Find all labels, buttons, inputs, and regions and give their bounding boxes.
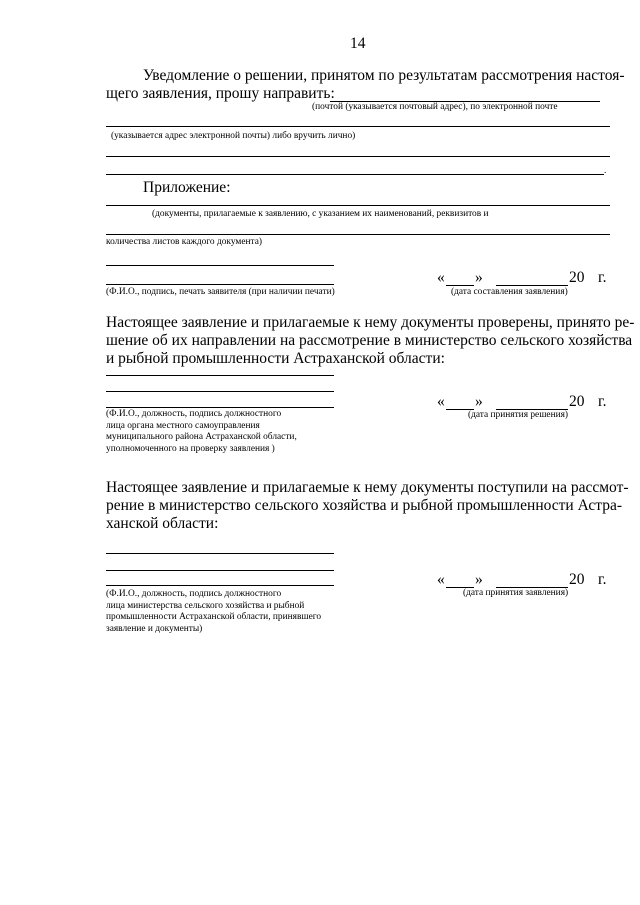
received-para-line-3: ханской области: xyxy=(106,515,219,532)
received-caption-line-1: (Ф.И.О., должность, подпись должностного xyxy=(106,589,282,599)
checked-para-line-2: шение об их направлении на рассмотрение в министерство сельского хозяйства xyxy=(106,332,633,349)
applicant-date-open-quote: « xyxy=(437,269,445,286)
delivery-end-mark: . xyxy=(604,166,607,176)
checked-caption-line-3: муниципального района Астраханской области, xyxy=(106,432,297,443)
attachment-hint-1: (документы, прилагаемые к заявлению, с указанием их наименований, реквизитов и xyxy=(152,209,489,219)
checked-official-line-3[interactable] xyxy=(106,407,334,408)
received-date-open-quote: « xyxy=(437,571,445,588)
notification-line-2: щего заявления, прошу направить: xyxy=(106,85,335,102)
checked-date-open-quote: « xyxy=(437,393,445,410)
checked-year-suffix: г. xyxy=(598,393,607,410)
received-caption-line-4: заявление и документы) xyxy=(106,623,203,634)
page-number: 14 xyxy=(350,35,366,52)
applicant-signature-caption: (Ф.И.О., подпись, печать заявителя (при наличии печати) xyxy=(106,287,335,297)
delivery-hint-1: (почтой (указывается почтовый адрес), по электронной почте xyxy=(312,102,558,112)
applicant-date-caption: (дата составления заявления) xyxy=(451,287,568,297)
checked-signature-caption xyxy=(106,409,297,455)
received-signature-caption xyxy=(106,589,321,635)
delivery-hint-2: (указывается адрес электронной почты) либо вручить лично) xyxy=(111,131,356,141)
checked-year-prefix: 20 xyxy=(569,393,585,410)
received-official-line-1[interactable] xyxy=(106,553,334,554)
applicant-signature-line[interactable] xyxy=(106,265,334,266)
received-para-line-2: рение в министерство сельского хозяйства и рыбной промышленности Астра- xyxy=(106,497,623,514)
received-year-suffix: г. xyxy=(598,571,607,588)
attachment-field-line-1[interactable] xyxy=(106,205,610,206)
attachment-label: Приложение: xyxy=(143,179,231,196)
checked-para-line-3: и рыбной промышленности Астраханской области: xyxy=(106,350,445,367)
checked-date-caption: (дата принятия решения) xyxy=(468,410,569,420)
checked-official-line-2[interactable] xyxy=(106,391,334,392)
delivery-field-line-4[interactable] xyxy=(106,174,604,175)
notification-line-1: Уведомление о решении, принятом по результатам рассмотрения настоя- xyxy=(143,67,625,84)
delivery-field-line-3[interactable] xyxy=(106,156,610,157)
applicant-date-close-quote: » xyxy=(475,269,483,286)
attachment-field-line-2[interactable] xyxy=(106,234,610,235)
received-official-line-2[interactable] xyxy=(106,570,334,571)
received-year-prefix: 20 xyxy=(569,571,585,588)
checked-caption-line-2: лица органа местного самоуправления xyxy=(106,420,260,431)
applicant-day-field[interactable] xyxy=(446,285,474,286)
applicant-signature-line-2[interactable] xyxy=(106,284,334,285)
received-caption-line-3: промышленности Астраханской области, принявшего xyxy=(106,612,322,623)
applicant-year-suffix: г. xyxy=(598,269,607,286)
received-official-line-3[interactable] xyxy=(106,585,334,586)
checked-para-line-1: Настоящее заявление и прилагаемые к нему документы проверены, принято ре- xyxy=(106,314,635,331)
delivery-field-line-2[interactable] xyxy=(106,126,610,127)
attachment-hint-2: количества листов каждого документа) xyxy=(106,237,262,247)
applicant-year-prefix: 20 xyxy=(569,269,585,286)
checked-caption-line-4: уполномоченного на проверку заявления ) xyxy=(106,443,275,454)
received-date-close-quote: » xyxy=(475,571,483,588)
checked-date-close-quote: » xyxy=(475,393,483,410)
received-caption-line-2: лица министерства сельского хозяйства и рыбной xyxy=(106,600,305,611)
checked-caption-line-1: (Ф.И.О., должность, подпись должностного xyxy=(106,409,282,419)
received-date-caption: (дата принятия заявления) xyxy=(463,588,569,598)
received-para-line-1: Настоящее заявление и прилагаемые к нему документы поступили на рассмот- xyxy=(106,479,629,496)
checked-official-line-1[interactable] xyxy=(106,375,334,376)
applicant-month-field[interactable] xyxy=(496,285,568,286)
